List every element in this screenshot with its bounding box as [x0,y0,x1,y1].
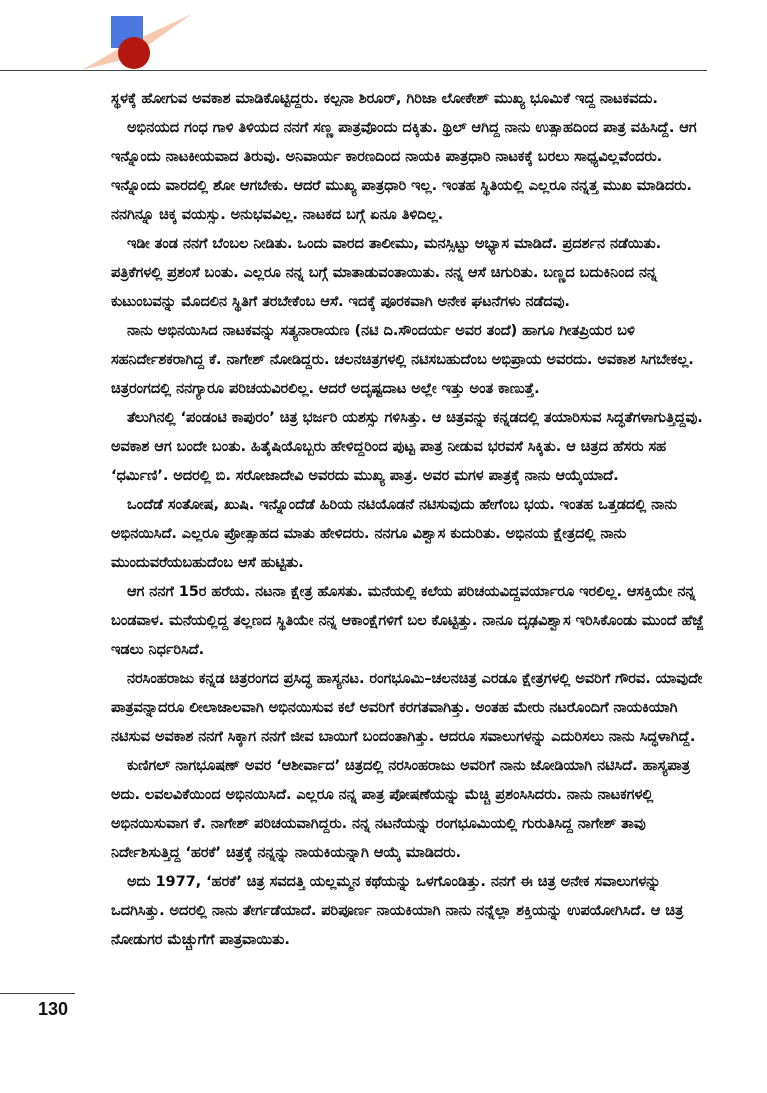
paragraph-7: ಆಗ ನನಗೆ 15ರ ಹರೆಯ. ನಟನಾ ಕ್ಷೇತ್ರ ಹೊಸತು. ಮನೆಯಲ್ಲಿ ಕಲೆಯ ಪರಿಚಯವಿದ್ದವರ್ಯಾರೂ ಇರಲಿಲ್ಲ. ಆಸಕ್ತಿಯೇ ನನ್ನ ಬಂಡವಾಳ. ಮನೆಯಲ್ಲಿದ್ದ ತಲ್ಲಣದ ಸ್ಥಿತಿಯೇ ನನ್ನ ಆಕಾಂಕ್ಷೆಗಳಿಗೆ ಬಲ ಕೊಟ್ಟಿತ್ತು. ನಾನೂ ದೃಢವಿಶ್ವಾಸ ಇರಿಸಿಕೊಂಡು ಮುಂದೆ ಹೆಜ್ಜೆ ಇಡಲು ನಿರ್ಧರಿಸಿದೆ. [111,583,704,658]
paragraph-5: ತೆಲುಗಿನಲ್ಲಿ ‘ಪಂಡಂಟಿ ಕಾಪುರಂ’ ಚಿತ್ರ ಭರ್ಜರಿ ಯಶಸ್ಸು ಗಳಿಸಿತ್ತು. ಆ ಚಿತ್ರವನ್ನು ಕನ್ನಡದಲ್ಲಿ ತಯಾರಿಸುವ ಸಿದ್ಧತೆಗಳಾಗುತ್ತಿದ್ದವು. ಅವಕಾಶ ಆಗ ಬಂದೇ ಬಂತು. ಹಿತೈಷಿಯೊಬ್ಬರು ಹೇಳಿದ್ದರಿಂದ ಪುಟ್ಟ ಪಾತ್ರ ನೀಡುವ ಭರವಸೆ ಸಿಕ್ಕಿತು. ಆ ಚಿತ್ರದ ಹೆಸರು ಸಹ ‘ಧರ್ಮಿಣಿ’. ಅದರಲ್ಲಿ ಬಿ. ಸರೋಜಾದೇವಿ ಅವರದು ಮುಖ್ಯ ಪಾತ್ರ. ಅವರ ಮಗಳ ಪಾತ್ರಕ್ಕೆ ನಾನು ಆಯ್ಕೆಯಾದೆ. [111,409,703,484]
paragraph-1: ಸ್ಥಳಕ್ಕೆ ಹೋಗುವ ಅವಕಾಶ ಮಾಡಿಕೊಟ್ಟಿದ್ದರು. ಕಲ್ಪನಾ ಶಿರೂರ್, ಗಿರಿಜಾ ಲೋಕೇಶ್ ಮುಖ್ಯ ಭೂಮಿಕೆ ಇದ್ದ ನಾಟಕವದು. [111,90,658,107]
paragraph-4: ನಾನು ಅಭಿನಯಿಸಿದ ನಾಟಕವನ್ನು ಸತ್ಯನಾರಾಯಣ (ನಟಿ ದಿ.ಸೌಂದರ್ಯ ಅವರ ತಂದೆ) ಹಾಗೂ ಗೀತಪ್ರಿಯರ ಬಳಿ ಸಹನಿರ್ದೇಶಕರಾಗಿದ್ದ ಕೆ. ನಾಗೇಶ್ ನೋಡಿದ್ದರು. ಚಲನಚಿತ್ರಗಳಲ್ಲಿ ನಟಿಸಬಹುದೆಂಬ ಅಭಿಪ್ರಾಯ ಅವರದು. ಅವಕಾಶ ಸಿಗಬೇಕಲ್ಲ. ಚಿತ್ರರಂಗದಲ್ಲಿ ನನಗ್ಯಾರೂ ಪರಿಚಯವಿರಲಿಲ್ಲ. ಆದರೆ ಅದೃಷ್ಟದಾಟ ಅಲ್ಲೇ ಇತ್ತು ಅಂತ ಕಾಣುತ್ತೆ. [111,322,694,397]
paragraph-8: ನರಸಿಂಹರಾಜು ಕನ್ನಡ ಚಿತ್ರರಂಗದ ಪ್ರಸಿದ್ಧ ಹಾಸ್ಯನಟ. ರಂಗಭೂಮಿ–ಚಲನಚಿತ್ರ ಎರಡೂ ಕ್ಷೇತ್ರಗಳಲ್ಲಿ ಅವರಿಗೆ ಗೌರವ. ಯಾವುದೇ ಪಾತ್ರವನ್ನಾದರೂ ಲೀಲಾಜಾಲವಾಗಿ ಅಭಿನಯಿಸುವ ಕಲೆ ಅವರಿಗೆ ಕರಗತವಾಗಿತ್ತು. ಅಂತಹ ಮೇರು ನಟರೊಂದಿಗೆ ನಾಯಕಿಯಾಗಿ ನಟಿಸುವ ಅವಕಾಶ ನನಗೆ ಸಿಕ್ಕಾಗ ನನಗೆ ಜೀವ ಬಾಯಿಗೆ ಬಂದಂತಾಗಿತ್ತು. ಆದರೂ ಸವಾಲುಗಳನ್ನು ಎದುರಿಸಲು ನಾನು ಸಿದ್ಧಳಾಗಿದ್ದೆ. [111,670,703,745]
body-text [111,84,706,954]
paragraph-10: ಅದು 1977, ‘ಹರಕೆ’ ಚಿತ್ರ ಸವದತ್ತಿ ಯಲ್ಲಮ್ಮನ ಕಥೆಯನ್ನು ಒಳಗೊಂಡಿತ್ತು. ನನಗೆ ಈ ಚಿತ್ರ ಅನೇಕ ಸವಾಲುಗಳನ್ನು ಒದಗಿಸಿತ್ತು. ಅದರಲ್ಲಿ ನಾನು ತೇರ್ಗಡೆಯಾದೆ. ಪರಿಪೂರ್ಣ ನಾಯಕಿಯಾಗಿ ನಾನು ನನ್ನೆಲ್ಲಾ ಶಕ್ತಿಯನ್ನು ಉಪಯೋಗಿಸಿದೆ. ಆ ಚಿತ್ರ ನೋಡುಗರ ಮೆಚ್ಚುಗೆಗೆ ಪಾತ್ರವಾಯಿತು. [111,873,684,948]
header-rule [0,70,707,71]
paragraph-3: ಇಡೀ ತಂಡ ನನಗೆ ಬೆಂಬಲ ನೀಡಿತು. ಒಂದು ವಾರದ ತಾಲೀಮು, ಮನಸ್ಸಿಟ್ಟು ಅಭ್ಯಾಸ ಮಾಡಿದೆ. ಪ್ರದರ್ಶನ ನಡೆಯಿತು. ಪತ್ರಿಕೆಗಳಲ್ಲಿ ಪ್ರಶಂಸೆ ಬಂತು. ಎಲ್ಲರೂ ನನ್ನ ಬಗ್ಗೆ ಮಾತಾಡುವಂತಾಯಿತು. ನನ್ನ ಆಸೆ ಚಿಗುರಿತು. ಬಣ್ಣದ ಬದುಕಿನಿಂದ ನನ್ನ ಕುಟುಂಬವನ್ನು ಮೊದಲಿನ ಸ್ಥಿತಿಗೆ ತರಬೇಕೆಂಬ ಆಸೆ. ಇದಕ್ಕೆ ಪೂರಕವಾಗಿ ಅನೇಕ ಘಟನೆಗಳು ನಡೆದವು. [111,235,662,310]
paragraph-2: ಅಭಿನಯದ ಗಂಧ ಗಾಳಿ ತಿಳಿಯದ ನನಗೆ ಸಣ್ಣ ಪಾತ್ರವೊಂದು ದಕ್ಕಿತು. ಥ್ರಿಲ್ ಆಗಿದ್ದ ನಾನು ಉತ್ಸಾಹದಿಂದ ಪಾತ್ರ ವಹಿಸಿದ್ದೆ. ಆಗ ಇನ್ನೊಂದು ನಾಟಕೀಯವಾದ ತಿರುವು. ಅನಿವಾರ್ಯ ಕಾರಣದಿಂದ ನಾಯಕಿ ಪಾತ್ರಧಾರಿ ನಾಟಕಕ್ಕೆ ಬರಲು ಸಾಧ್ಯವಿಲ್ಲವೆಂದರು. ಇನ್ನೊಂದು ವಾರದಲ್ಲಿ ಶೋ ಆಗಬೇಕು. ಆದರೆ ಮುಖ್ಯ ಪಾತ್ರಧಾರಿ ಇಲ್ಲ. ಇಂತಹ ಸ್ಥಿತಿಯಲ್ಲಿ ಎಲ್ಲರೂ ನನ್ನತ್ತ ಮುಖ ಮಾಡಿದರು. ನನಗಿನ್ನೂ ಚಿಕ್ಕ ವಯಸ್ಸು. ಅನುಭವವಿಲ್ಲ. ನಾಟಕದ ಬಗ್ಗೆ ಏನೂ ತಿಳಿದಿಲ್ಲ. [111,119,697,223]
publisher-logo [82,12,192,74]
logo-red-circle [118,37,150,69]
paragraph-6: ಒಂದೆಡೆ ಸಂತೋಷ, ಖುಷಿ. ಇನ್ನೊಂದೆಡೆ ಹಿರಿಯ ನಟಿಯೊಡನೆ ನಟಿಸುವುದು ಹೇಗೆಂಬ ಭಯ. ಇಂತಹ ಒತ್ತಡದಲ್ಲಿ ನಾನು ಅಭಿನಯಿಸಿದೆ. ಎಲ್ಲರೂ ಪ್ರೋತ್ಸಾಹದ ಮಾತು ಹೇಳಿದರು. ನನಗೂ ವಿಶ್ವಾಸ ಕುದುರಿತು. ಅಭಿನಯ ಕ್ಷೇತ್ರದಲ್ಲಿ ನಾನು ಮುಂದುವರೆಯಬಹುದೆಂಬ ಆಸೆ ಹುಟ್ಟಿತು. [111,496,677,571]
page-number: 130 [38,999,69,1019]
footer-rule [0,993,75,994]
paragraph-9: ಕುಣಿಗಲ್ ನಾಗಭೂಷಣ್ ಅವರ ‘ಆಶೀರ್ವಾದ’ ಚಿತ್ರದಲ್ಲಿ ನರಸಿಂಹರಾಜು ಅವರಿಗೆ ನಾನು ಜೋಡಿಯಾಗಿ ನಟಿಸಿದೆ. ಹಾಸ್ಯಪಾತ್ರ ಅದು. ಲವಲವಿಕೆಯಿಂದ ಅಭಿನಯಿಸಿದೆ. ಎಲ್ಲರೂ ನನ್ನ ಪಾತ್ರ ಪೋಷಣೆಯನ್ನು ಮೆಚ್ಚಿ ಪ್ರಶಂಸಿಸಿದರು. ನಾನು ನಾಟಕಗಳಲ್ಲಿ ಅಭಿನಯಿಸುವಾಗ ಕೆ. ನಾಗೇಶ್ ಪರಿಚಯವಾಗಿದ್ದರು. ನನ್ನ ನಟನೆಯನ್ನು ರಂಗಭೂಮಿಯಲ್ಲಿ ಗುರುತಿಸಿದ್ದ ನಾಗೇಶ್ ತಾವು ನಿರ್ದೇಶಿಸುತ್ತಿದ್ದ ‘ಹರಕೆ’ ಚಿತ್ರಕ್ಕೆ ನನ್ನನ್ನು ನಾಯಕಿಯನ್ನಾಗಿ ಆಯ್ಕೆ ಮಾಡಿದರು. [111,757,690,861]
